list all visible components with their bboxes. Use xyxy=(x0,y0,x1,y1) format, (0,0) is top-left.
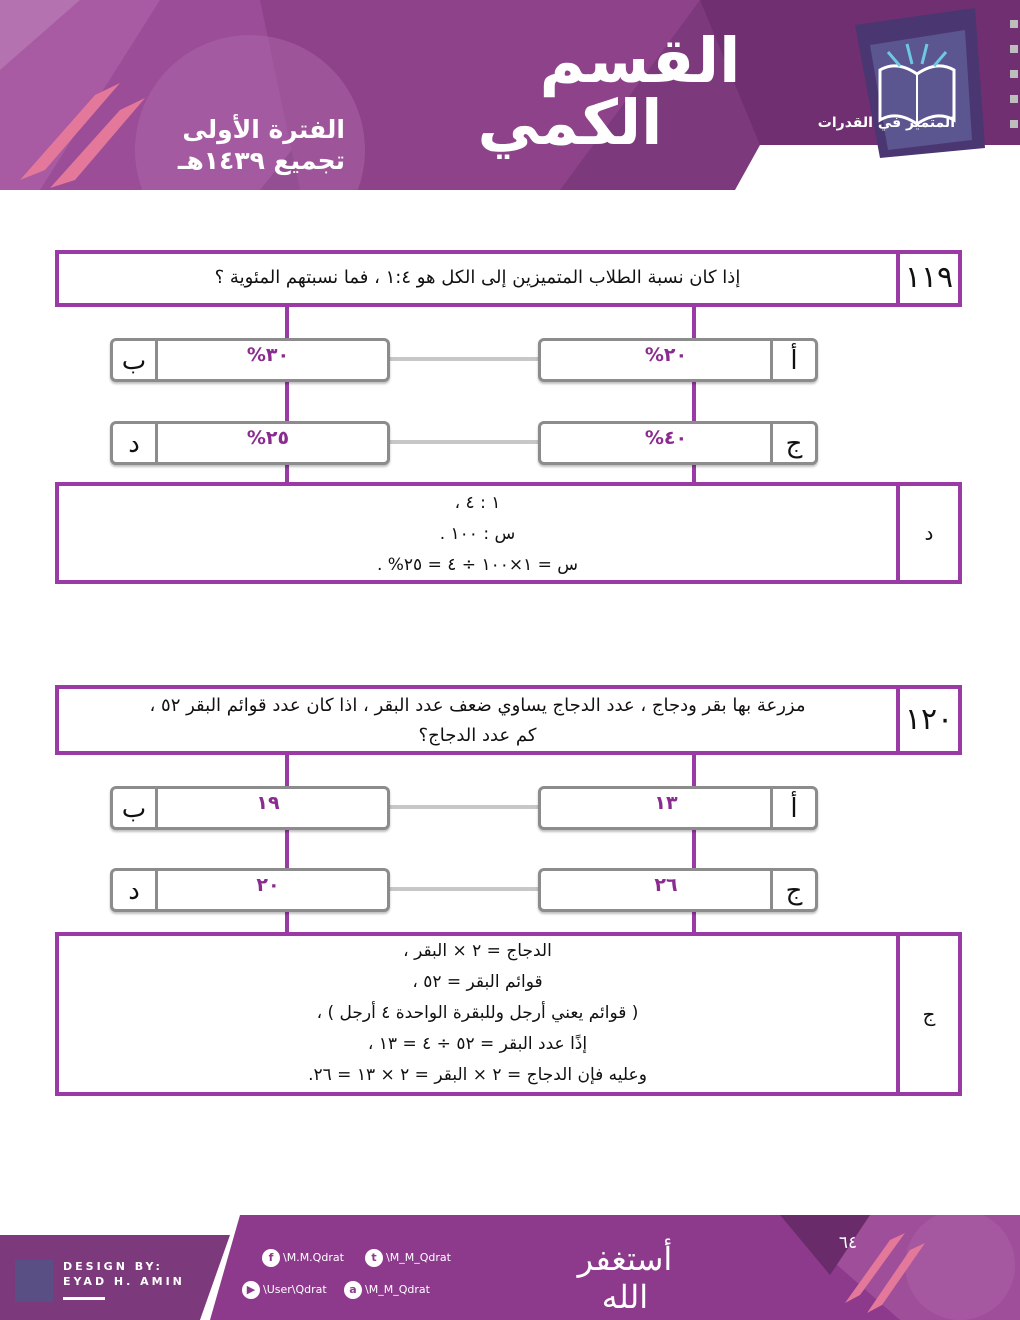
twitter-link[interactable] xyxy=(365,1249,451,1267)
youtube-icon: ▶ xyxy=(242,1281,260,1299)
facebook-handle: \M.M.Qdrat xyxy=(283,1251,344,1264)
title-line-2: الكمي xyxy=(477,86,663,159)
option-d[interactable] xyxy=(110,868,390,912)
option-letter: أ xyxy=(770,341,815,379)
question-text: كم عدد الدجاج؟ xyxy=(418,725,537,746)
page-footer xyxy=(0,1215,1020,1320)
option-value: ٢٥% xyxy=(246,427,290,449)
option-c[interactable] xyxy=(538,421,818,465)
twitter-handle: \M_M_Qdrat xyxy=(386,1251,451,1264)
youtube-link[interactable] xyxy=(242,1281,327,1299)
title-line-1: القسم xyxy=(539,24,741,97)
option-letter: ب xyxy=(113,789,158,827)
solution-line: س : ١٠٠ . xyxy=(439,524,516,544)
option-d[interactable] xyxy=(110,421,390,465)
question-number: ١٢٠ xyxy=(904,702,954,737)
option-b[interactable] xyxy=(110,338,390,382)
question-number-box xyxy=(896,685,962,755)
solution-box xyxy=(55,482,900,584)
ask-link[interactable] xyxy=(344,1281,430,1299)
option-a[interactable] xyxy=(538,338,818,382)
option-value: ٤٠% xyxy=(644,427,688,449)
ask-icon: a xyxy=(344,1281,362,1299)
option-value: ٣٠% xyxy=(246,344,290,366)
option-value: ١٩ xyxy=(256,792,280,814)
connector xyxy=(390,440,540,444)
option-a[interactable] xyxy=(538,786,818,830)
option-value: ٢٠ xyxy=(256,874,280,896)
logo-text: المتميز في القدرات xyxy=(817,115,955,131)
option-letter: أ xyxy=(770,789,815,827)
page-header xyxy=(0,0,1020,190)
youtube-handle: \User\Qdrat xyxy=(263,1283,327,1296)
question-120-block xyxy=(0,680,1020,1100)
twitter-icon: t xyxy=(365,1249,383,1267)
option-value: ١٣ xyxy=(654,792,678,814)
connector xyxy=(390,357,540,361)
question-number-box xyxy=(896,250,962,307)
connector xyxy=(390,887,540,891)
answer-box xyxy=(896,482,962,584)
ask-handle: \M_M_Qdrat xyxy=(365,1283,430,1296)
option-letter: ب xyxy=(113,341,158,379)
question-text: إذا كان نسبة الطلاب المتميزين إلى الكل هو ١:٤ ، فما نسبتهم المئوية ؟ xyxy=(214,267,741,288)
solution-line: الدجاج = ٢ × البقر ، xyxy=(403,941,552,961)
option-value: ٢٠% xyxy=(644,344,688,366)
solution-box xyxy=(55,932,900,1096)
answer-letter: د xyxy=(924,521,934,545)
solution-line: ( قوائم يعني أرجل وللبقرة الواحدة ٤ أرجل ) ، xyxy=(316,1003,639,1023)
question-text-box xyxy=(55,250,900,307)
connector xyxy=(390,805,540,809)
option-value: ٢٦ xyxy=(654,874,678,896)
option-c[interactable] xyxy=(538,868,818,912)
option-letter: ج xyxy=(770,424,815,462)
solution-line: ١ : ٤ ، xyxy=(454,493,501,513)
calligraphy: أستغفر الله xyxy=(577,1240,673,1316)
facebook-link[interactable] xyxy=(262,1249,344,1267)
answer-letter: ج xyxy=(922,1002,936,1026)
period-line-1: الفترة الأولى xyxy=(182,115,345,144)
designer-credit xyxy=(63,1259,185,1289)
question-119-block xyxy=(0,245,1020,590)
option-letter: د xyxy=(113,424,158,462)
question-text-box xyxy=(55,685,900,755)
solution-line: قوائم البقر = ٥٢ ، xyxy=(412,972,543,992)
design-line: EYAD H. AMIN xyxy=(63,1275,185,1288)
option-letter: د xyxy=(113,871,158,909)
answer-box xyxy=(896,932,962,1096)
question-text: مزرعة بها بقر ودجاج ، عدد الدجاج يساوي ضعف عدد البقر ، اذا كان عدد قوائم البقر ٥٢ ، xyxy=(149,695,806,716)
option-letter: ج xyxy=(770,871,815,909)
period-line-2: تجميع ١٤٣٩هـ xyxy=(177,146,345,175)
page-number: ٦٤ xyxy=(838,1233,858,1253)
solution-line: إذًا عدد البقر = ٥٢ ÷ ٤ = ١٣ ، xyxy=(367,1034,588,1054)
option-b[interactable] xyxy=(110,786,390,830)
question-number: ١١٩ xyxy=(904,260,954,295)
solution-line: وعليه فإن الدجاج = ٢ × البقر = ٢ × ١٣ = ٢٦. xyxy=(308,1065,647,1085)
solution-line: س = ١×١٠٠ ÷ ٤ = ٢٥% . xyxy=(376,555,579,575)
design-line: DESIGN BY: xyxy=(63,1260,163,1273)
facebook-icon: f xyxy=(262,1249,280,1267)
